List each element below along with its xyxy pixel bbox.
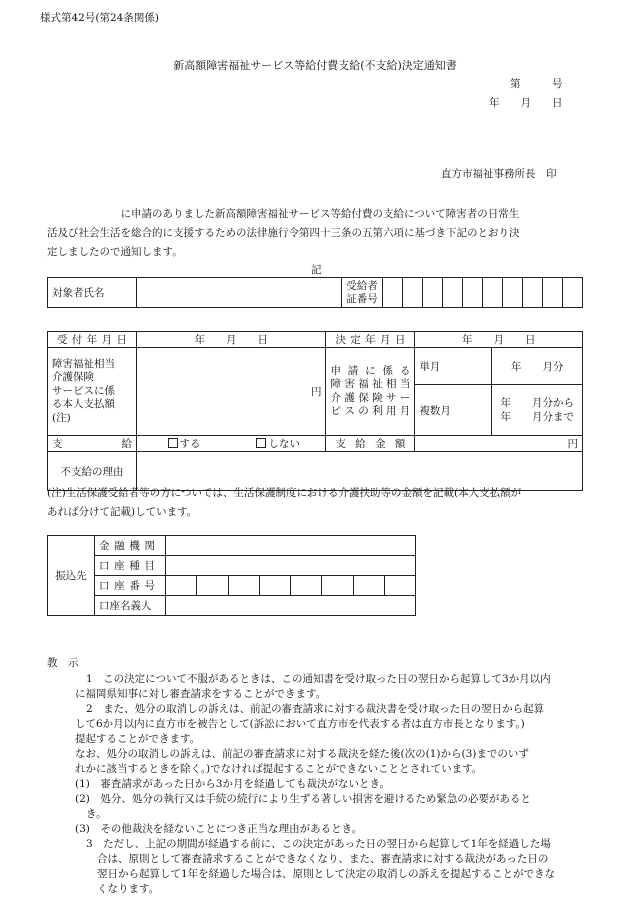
decision-date-value[interactable]: 年 月 日: [415, 332, 583, 348]
instruction-line: 1 この決定について不服があるときは、この通知書を受け取った日の翌日から起算して3か月以内: [86, 673, 551, 685]
instruction-line: なお、処分の取消しの訴えは、前記の審査請求に対する裁決を経た後(次の(1)から(3)までのいず: [75, 748, 529, 760]
instruction-line: 合は、原則として審査請求することができなくなり、また、審査請求に対する裁決があった日の: [97, 853, 549, 865]
intro-line: 活及び社会生活を総合的に支援するための法律施行令第四十三条の五第六項に基づき下記のとおり決: [47, 227, 520, 239]
name-field[interactable]: [137, 278, 342, 308]
instruction-line: して6か月以内に直方市を被告として(訴訟において直方市を代表する者は直方市長となります。): [75, 718, 525, 730]
burden-label: 障害福祉相当 介護保険 サービスに係 る本人支払額 (注): [48, 348, 137, 436]
document-title: 新高額障害福祉サービス等給付費支給(不支給)決定通知書: [173, 59, 457, 72]
account-type-field[interactable]: [166, 556, 416, 576]
received-date-value[interactable]: 年 月 日: [137, 332, 326, 348]
account-digit-box[interactable]: [259, 576, 290, 596]
checkbox-yes[interactable]: [168, 438, 178, 448]
decision-date-label: 決定年月日: [326, 332, 415, 348]
account-digit-box[interactable]: [228, 576, 259, 596]
decision-table: [47, 331, 583, 491]
account-digit-box[interactable]: [291, 576, 322, 596]
checkbox-no[interactable]: [256, 438, 266, 448]
cert-label: 受給者 証番号: [342, 278, 383, 308]
form-number: 様式第42号(第24条関係): [40, 12, 159, 24]
received-date-label: 受付年月日: [48, 332, 137, 348]
account-digit-box[interactable]: [322, 576, 353, 596]
amount-label: 支給金額: [326, 436, 415, 452]
bank-name-label: 金融機関: [95, 536, 166, 556]
option-no[interactable]: しない: [231, 436, 326, 452]
single-month-value[interactable]: 年 月分: [492, 348, 583, 385]
footnote: [47, 484, 521, 522]
multi-month-value[interactable]: 年 月分から 年 月分まで: [492, 385, 583, 436]
instruction-line: (1) 審査請求があった日から3か月を経過しても裁決がないとき。: [75, 778, 391, 790]
account-number-label: 口座番号: [95, 576, 166, 596]
ki-heading: 記: [311, 264, 322, 276]
document-number: 第 号: [510, 78, 563, 90]
instruction-line: に福岡県知事に対し審査請求をすることができます。: [75, 688, 327, 700]
footnote-line: あれば分けて記載)しています。: [47, 506, 198, 518]
account-digit-box[interactable]: [353, 576, 384, 596]
cert-digit-box[interactable]: [483, 278, 503, 308]
name-label: 対象者氏名: [48, 278, 137, 308]
burden-amount[interactable]: 円: [137, 348, 326, 436]
subject-table: [47, 277, 583, 308]
cert-digit-box[interactable]: [523, 278, 543, 308]
account-digit-box[interactable]: [197, 576, 228, 596]
instruction-line: くなります。: [97, 883, 160, 895]
instruction-line: 3 ただし、上記の期間が経過する前に、この決定があった日の翌日から起算して1年を経過した場: [86, 838, 551, 850]
account-type-label: 口座種目: [95, 556, 166, 576]
instruction-line: (3) その他裁決を経ないことにつき正当な理由があるとき。: [75, 823, 363, 835]
amount-value[interactable]: 円: [415, 436, 583, 452]
bank-name-field[interactable]: [166, 536, 416, 556]
instruction-line: 翌日から起算して1年を経過した場合は、原則として決定の取消しの訴えを提起することができな: [97, 868, 556, 880]
option-yes[interactable]: する: [137, 436, 232, 452]
cert-digit-box[interactable]: [383, 278, 403, 308]
instruction-line: れかに該当するときを除く。)でなければ提起することができないこととされています。: [75, 763, 483, 775]
document-date: 年 月 日: [489, 97, 563, 109]
cert-digit-box[interactable]: [463, 278, 483, 308]
instruction-line: (2) 処分、処分の執行又は手続の続行により生ずる著しい損害を避けるため緊急の必要があると: [75, 793, 531, 805]
payment-label: 支 給: [48, 436, 137, 452]
usage-month-label: 申請に係る 障害福祉相当 介護保険サー ビスの利用月: [326, 348, 415, 436]
account-digit-box[interactable]: [166, 576, 197, 596]
instruction-line: き。: [86, 808, 107, 820]
footnote-line: (注)生活保護受給者等の方については、生活保護制度における介護扶助等の金額を記載(本人支払額が: [47, 487, 522, 499]
account-holder-field[interactable]: [166, 596, 416, 616]
multi-month-label: 複数月: [415, 385, 492, 436]
bank-header: 振込先: [48, 536, 95, 616]
instructions-title: 教 示: [47, 657, 79, 669]
intro-paragraph: [47, 205, 520, 262]
instruction-line: 提起することができます。: [75, 733, 201, 745]
cert-digit-box[interactable]: [403, 278, 423, 308]
cert-digit-box[interactable]: [543, 278, 563, 308]
account-holder-label: 口座名義人: [95, 596, 166, 616]
cert-digit-box[interactable]: [503, 278, 523, 308]
bank-table: [47, 535, 416, 616]
single-month-label: 単月: [415, 348, 492, 385]
cert-digit-box[interactable]: [443, 278, 463, 308]
instruction-line: 2 また、処分の取消しの訴えは、前記の審査請求に対する裁決書を受け取った日の翌日から起算: [86, 703, 545, 715]
intro-line: 定しましたので通知します。: [47, 246, 183, 258]
reason-label: 不支給の理由: [48, 452, 137, 491]
issuer: 直方市福祉事務所長 印: [441, 168, 557, 180]
cert-digit-box[interactable]: [563, 278, 583, 308]
cert-digit-box[interactable]: [423, 278, 443, 308]
intro-line: に申請のありました新高額障害福祉サービス等給付費の支給について障害者の日常生: [47, 208, 520, 220]
account-digit-box[interactable]: [384, 576, 415, 596]
